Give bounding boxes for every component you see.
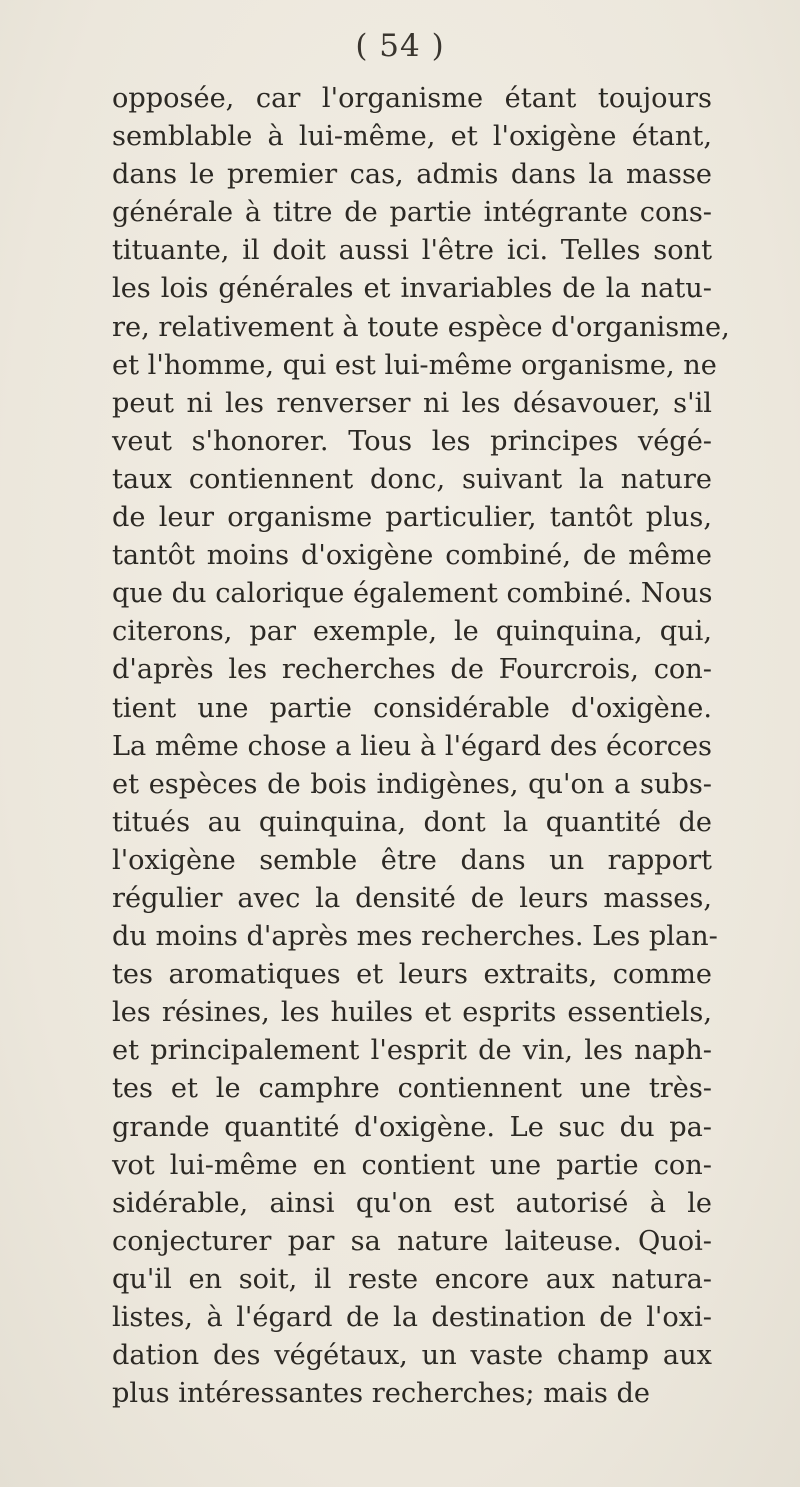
text-line: de leur organisme particulier, tantôt plus, (112, 502, 712, 534)
text-line: l'oxigène semble être dans un rapport (112, 844, 712, 876)
text-line: La même chose a lieu à l'égard des écorces (112, 730, 712, 762)
text-line: vot lui-même en contient une partie con- (112, 1149, 712, 1181)
text-line: et espèces de bois indigènes, qu'on a subs- (112, 768, 712, 800)
text-line: tantôt moins d'oxigène combiné, de même (112, 540, 712, 572)
text-line: semblable à lui-même, et l'oxigène étant, (112, 121, 712, 153)
text-line: sidérable, ainsi qu'on est autorisé à le (112, 1187, 712, 1219)
text-line: re, relativement à toute espèce d'organisme, (112, 311, 730, 343)
text-line: générale à titre de partie intégrante cons- (112, 197, 712, 229)
text-line: que du calorique également combiné. Nous (112, 578, 713, 610)
text-line: les résines, les huiles et esprits essentiels, (112, 997, 712, 1029)
text-line: et l'homme, qui est lui-même organisme, ne (112, 349, 717, 381)
body-text (112, 80, 730, 1413)
text-line: listes, à l'égard de la destination de l'oxi- (112, 1302, 712, 1333)
text-line: qu'il en soit, il reste encore aux natura- (112, 1263, 712, 1295)
text-line: dation des végétaux, un vaste champ aux (112, 1340, 712, 1372)
text-line: d'après les recherches de Fourcrois, con- (112, 654, 712, 686)
text-line: les lois générales et invariables de la natu- (112, 273, 712, 305)
text-line: du moins d'après mes recherches. Les plan- (112, 921, 718, 953)
text-line: conjecturer par sa nature laiteuse. Quoi- (112, 1225, 712, 1257)
text-line: tient une partie considérable d'oxigène. (112, 692, 712, 724)
text-line: plus intéressantes recherches; mais de (112, 1378, 651, 1410)
text-line: veut s'honorer. Tous les principes végé- (112, 425, 712, 457)
text-line: tes aromatiques et leurs extraits, comme (112, 959, 712, 991)
text-line: titués au quinquina, dont la quantité de (112, 806, 712, 838)
text-line: citerons, par exemple, le quinquina, qui, (112, 616, 712, 648)
text-line: tituante, il doit aussi l'être ici. Telles sont (112, 235, 712, 267)
text-line: peut ni les renverser ni les désavouer, s'il (112, 387, 712, 419)
text-line: et principalement l'esprit de vin, les naph- (112, 1035, 712, 1067)
text-line: dans le premier cas, admis dans la masse (112, 159, 712, 191)
text-line: tes et le camphre contiennent une très- (112, 1073, 712, 1105)
page-number: ( 54 ) (355, 28, 445, 64)
text-line: opposée, car l'organisme étant toujours (112, 83, 712, 114)
text-line: régulier avec la densité de leurs masses, (112, 882, 712, 914)
text-line: taux contiennent donc, suivant la nature (112, 463, 712, 495)
text-line: grande quantité d'oxigène. Le suc du pa- (112, 1111, 712, 1143)
